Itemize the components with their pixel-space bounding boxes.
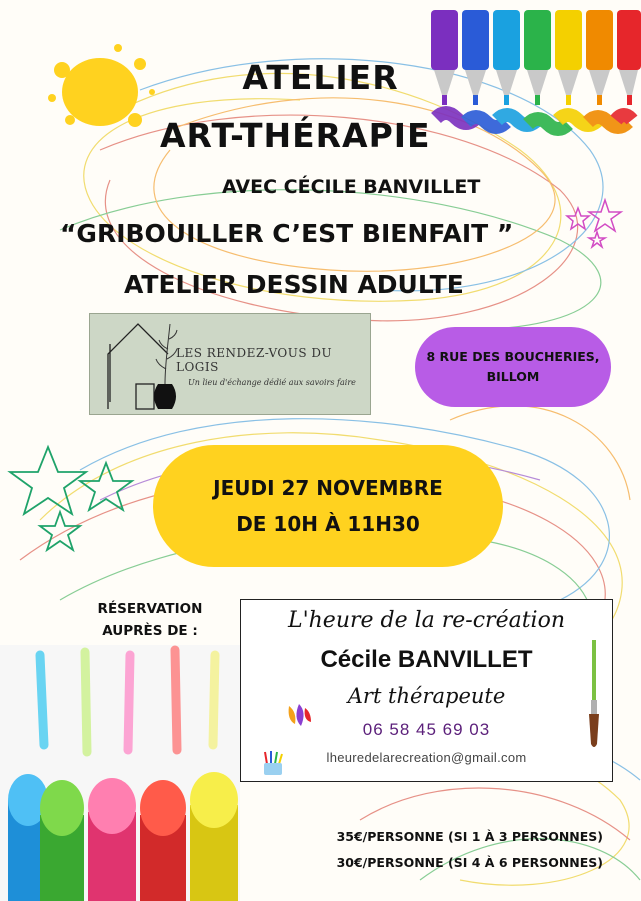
card-phone: 06 58 45 69 03 bbox=[362, 720, 491, 739]
date-line-2: DE 10H À 11H30 bbox=[236, 512, 420, 536]
venue-logo bbox=[89, 313, 371, 415]
price-line-2: 30€/PERSONNE (SI 4 À 6 PERSONNES) bbox=[336, 855, 603, 870]
title-line-2: ART-THÉRAPIE bbox=[160, 116, 431, 155]
price-line-1: 35€/PERSONNE (SI 1 À 3 PERSONNES) bbox=[336, 829, 603, 844]
address-line-2: BILLOM bbox=[486, 369, 540, 384]
venue-tagline: Un lieu d'échange dédié aux savoirs faire bbox=[188, 378, 356, 387]
reservation-label bbox=[60, 598, 240, 642]
subtitle: ATELIER DESSIN ADULTE bbox=[124, 270, 464, 299]
title-line-1: ATELIER bbox=[242, 58, 399, 97]
house-plant-logo-icon bbox=[96, 314, 186, 414]
card-email: lheuredelarecreation@gmail.com bbox=[326, 750, 527, 765]
card-brand: L'heure de la re-création bbox=[287, 608, 566, 633]
with-line: AVEC CÉCILE BANVILLET bbox=[222, 176, 481, 198]
address-badge bbox=[415, 327, 611, 407]
paintbrush-icon bbox=[583, 640, 605, 750]
date-line-1: JEUDI 27 NOVEMBRE bbox=[213, 476, 443, 500]
address-line-1: 8 RUE DES BOUCHERIES, bbox=[426, 349, 600, 364]
colorful-hands-icon bbox=[285, 700, 315, 730]
date-badge bbox=[153, 445, 503, 567]
pastel-crayons-photo bbox=[0, 645, 240, 901]
reservation-line-2: AUPRÈS DE : bbox=[102, 623, 198, 639]
card-role: Art thérapeute bbox=[347, 684, 506, 708]
slogan: “GRIBOUILLER C’EST BIENFAIT ” bbox=[60, 219, 514, 248]
contact-card bbox=[240, 599, 613, 782]
reservation-line-1: RÉSERVATION bbox=[97, 601, 203, 617]
pencil-cup-icon bbox=[261, 750, 285, 776]
pink-star-icon bbox=[567, 200, 621, 247]
card-name: Cécile BANVILLET bbox=[320, 646, 533, 673]
green-star-icon bbox=[10, 447, 132, 550]
venue-name: LES RENDEZ-VOUS DU LOGIS bbox=[176, 346, 333, 374]
